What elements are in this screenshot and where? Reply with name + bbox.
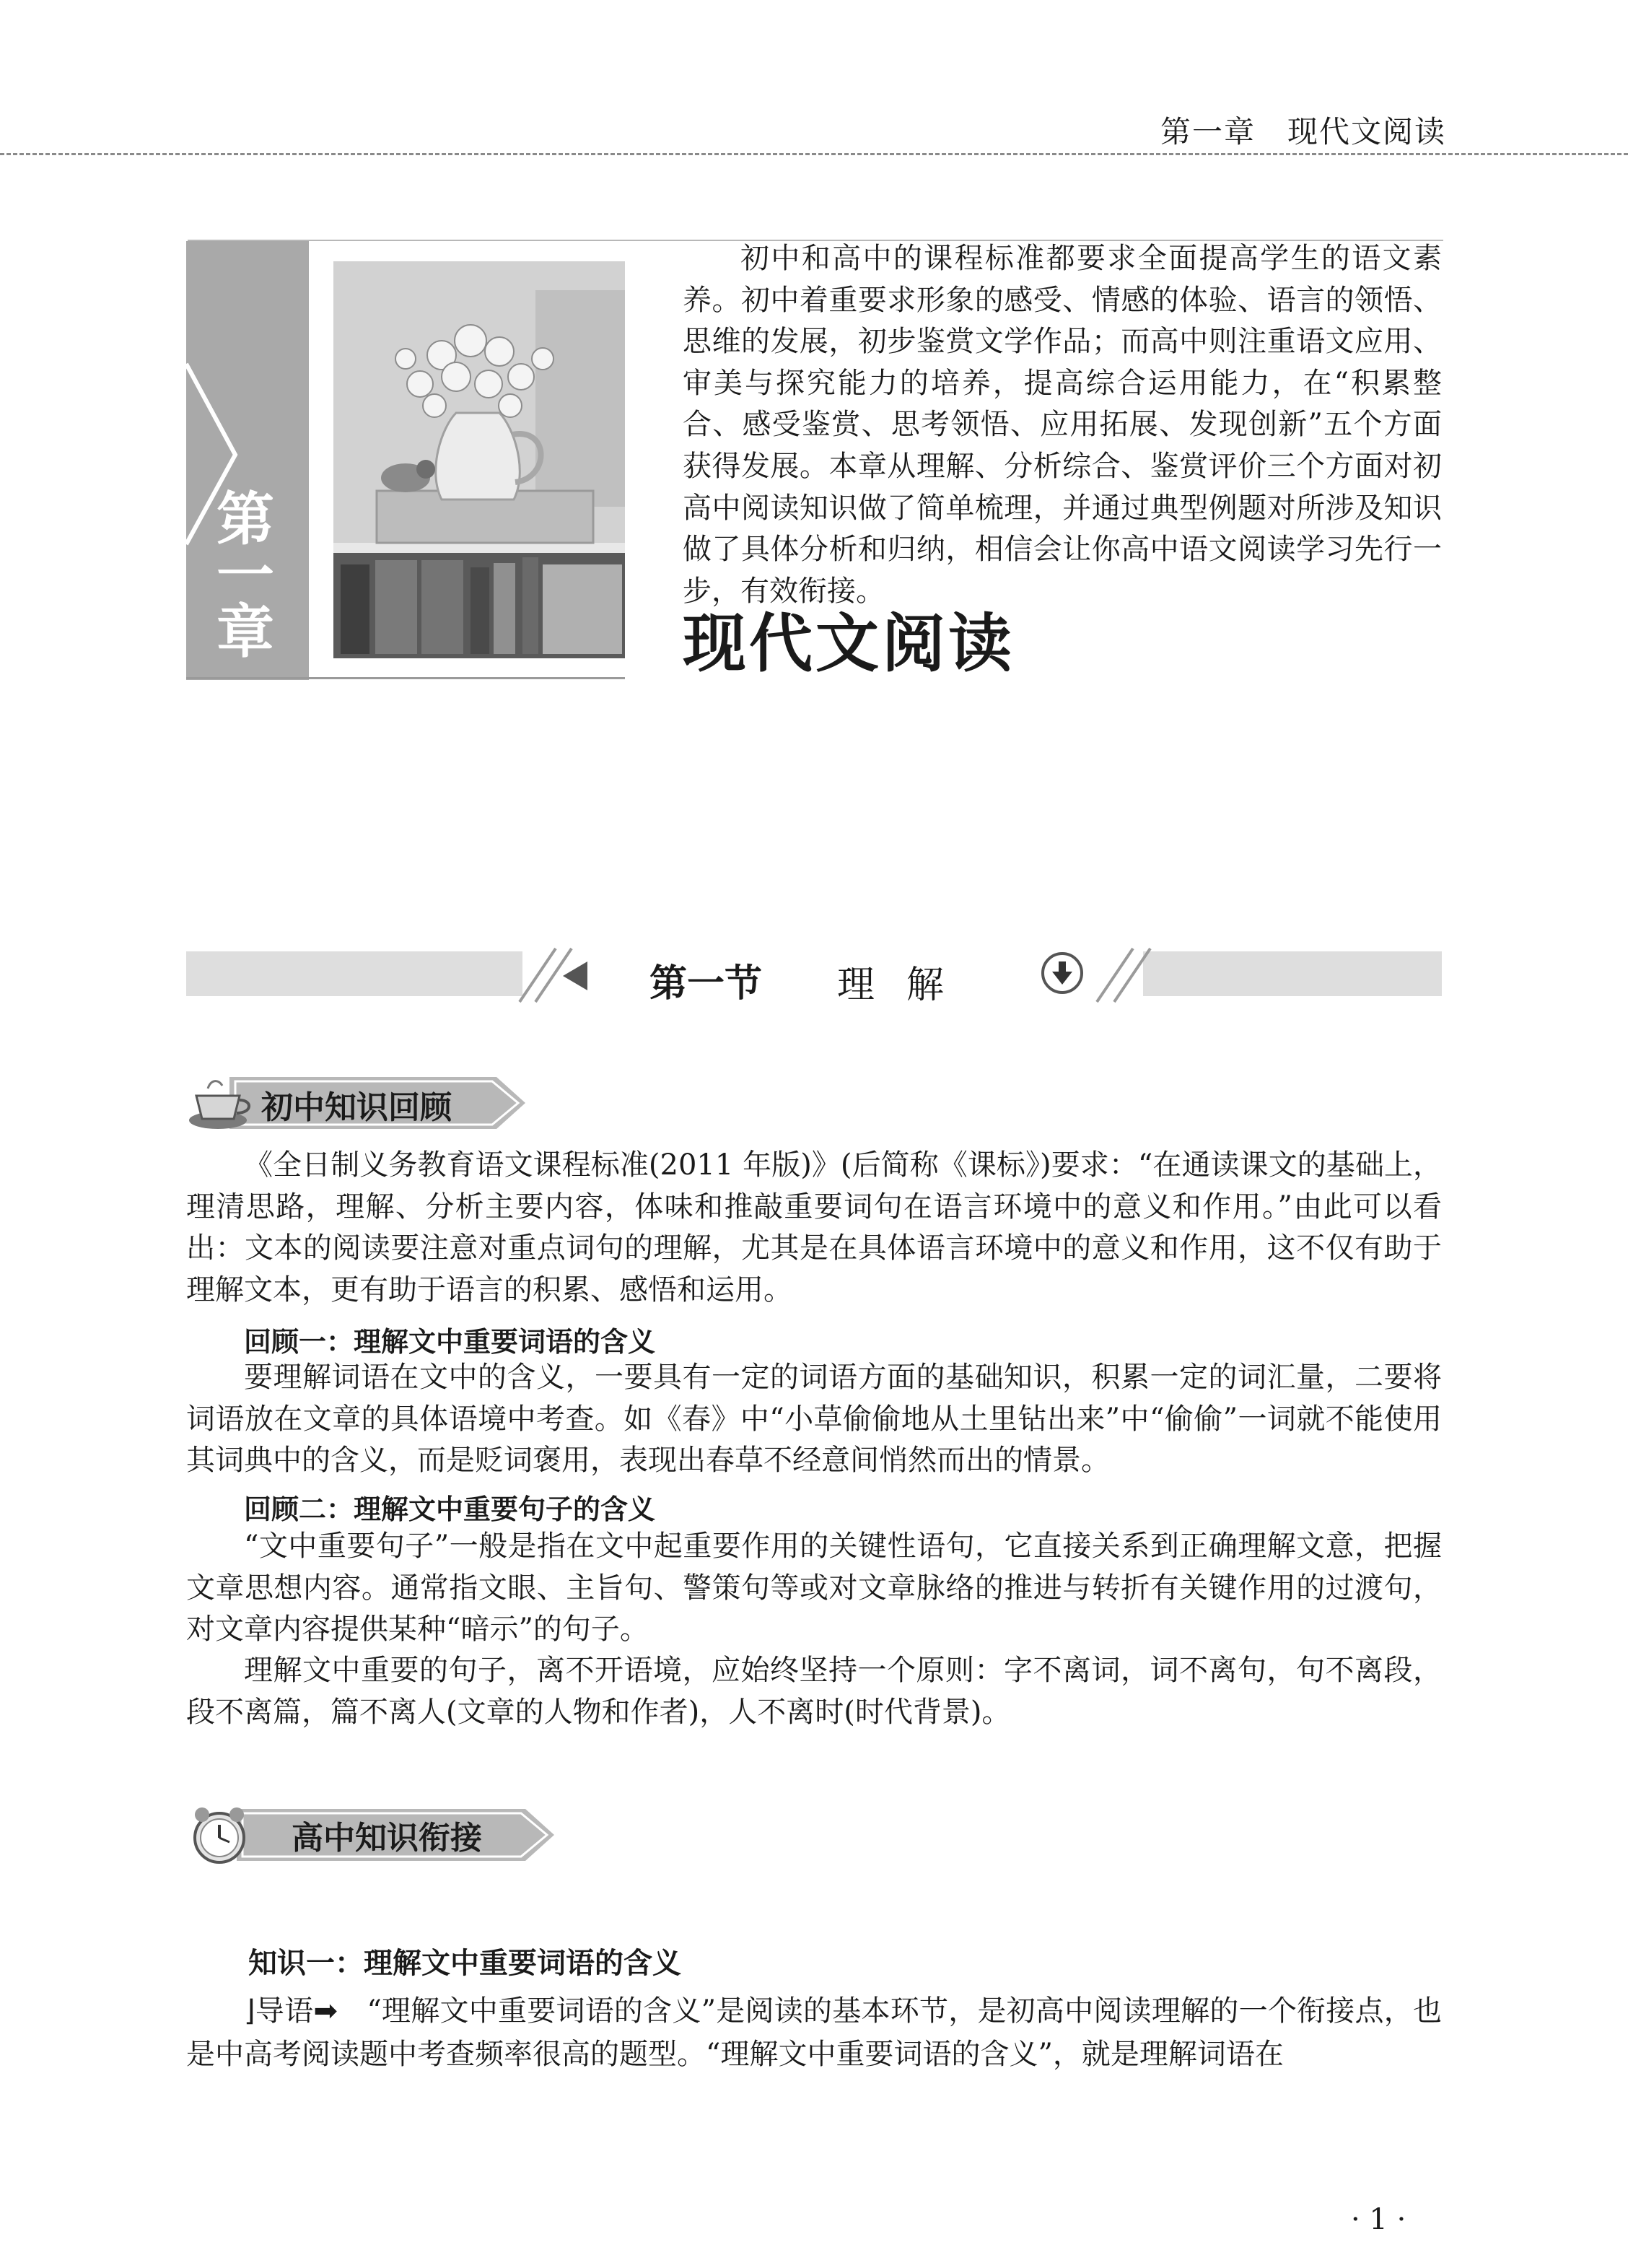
lead-text: “理解文中重要词语的含义”是阅读的基本环节，是初高中阅读理解的一个衔接点，也是中高考阅读题中考查频率很高的题型。“理解文中重要词语的含义”，就是理解词语在	[186, 1994, 1443, 2071]
chapter-tab-char: 章	[216, 598, 274, 666]
lead-paragraph	[186, 1989, 1442, 2076]
link-badge-label: 高中知识衔接	[292, 1820, 482, 1857]
section-title: 理解	[837, 964, 976, 1007]
header-dashed-divider	[0, 153, 1628, 155]
review-paragraph-two: 要理解词语在文中的含义，一要具有一定的词语方面的基础知识，积累一定的词汇量，二要将词语放在文章的具体语境中考查。如《春》中“小草偷偷地从土里钻出来”中“偷偷”一词就不能使用其词典中的含义，而是贬词褒用，表现出春草不经意间悄然而出的情景。	[186, 1361, 1442, 1478]
section-right-slash-decoration	[1090, 946, 1155, 1005]
chapter-tab-char: 一	[216, 542, 274, 609]
chapter-photo-rule	[186, 677, 625, 679]
running-header: 第一章 现代文阅读	[1160, 114, 1446, 149]
chapter-title: 现代文阅读	[683, 606, 1015, 681]
chapter-tab-char: 第	[216, 486, 274, 553]
chapter-intro: 初中和高中的课程标准都要求全面提高学生的语文素养。初中着重要求形象的感受、情感的体验、语言的领悟、思维的发展，初步鉴赏文学作品；而高中则注重语文应用、审美与探究能力的培养，提高综合运用能力，在“积累整合、感受鉴赏、思考领悟、应用拓展、发现创新”五个方面获得发展。本章从理解、分析综合、鉴赏评价三个方面对初高中阅读知识做了简单梳理，并通过典型例题对所涉及知识做了具体分析和归纳，相信会让你高中语文阅读学习先行一步，有效衔接。	[683, 242, 1442, 608]
arrow-right-icon: ➡	[313, 1994, 338, 2028]
review-heading-one: 回顾一：理解文中重要词语的含义	[244, 1326, 656, 1358]
section-left-slash-decoration	[505, 946, 592, 1005]
lead-tag-label: 导语	[255, 1994, 314, 2028]
section-number: 第一节	[649, 962, 763, 1006]
lead-bracket-icon: ⌋	[244, 1994, 255, 2028]
knowledge-one-heading: 知识一：理解文中重要词语的含义	[248, 1947, 681, 1980]
page-number: · 1 ·	[1351, 2203, 1406, 2236]
lead-tag	[244, 1994, 338, 2028]
flower-vase-illustration	[333, 261, 625, 658]
review-badge-label: 初中知识回顾	[261, 1089, 452, 1126]
chapter-photo	[333, 261, 625, 658]
review-paragraph-four: 理解文中重要的句子，离不开语境，应始终坚持一个原则：字不离词，词不离句，句不离段，段不离篇，篇不离人(文章的人物和作者)，人不离时(时代背景)。	[186, 1654, 1442, 1729]
review-paragraph-three: “文中重要句子”一般是指在文中起重要作用的关键性语句，它直接关系到正确理解文意，把握文章思想内容。通常指文眼、主旨句、警策句等或对文章脉络的推进与转折有关键作用的过渡句，对文章内容提供某种“暗示”的句子。	[186, 1530, 1442, 1647]
review-heading-two: 回顾二：理解文中重要句子的含义	[244, 1493, 656, 1525]
review-intro-paragraph: 《全日制义务教育语文课程标准(2011 年版)》(后简称《课标》)要求：“在通读课文的基础上，理清思路，理解、分析主要内容，体味和推敲重要词句在语言环境中的意义和作用。”由此可以看出：文本的阅读要注意对重点词句的理解，尤其是在具体语言环境中的意义和作用，这不仅有助于理解文本，更有助于语言的积累、感悟和运用。	[186, 1148, 1442, 1307]
arrow-down-circle-icon	[1039, 950, 1085, 996]
